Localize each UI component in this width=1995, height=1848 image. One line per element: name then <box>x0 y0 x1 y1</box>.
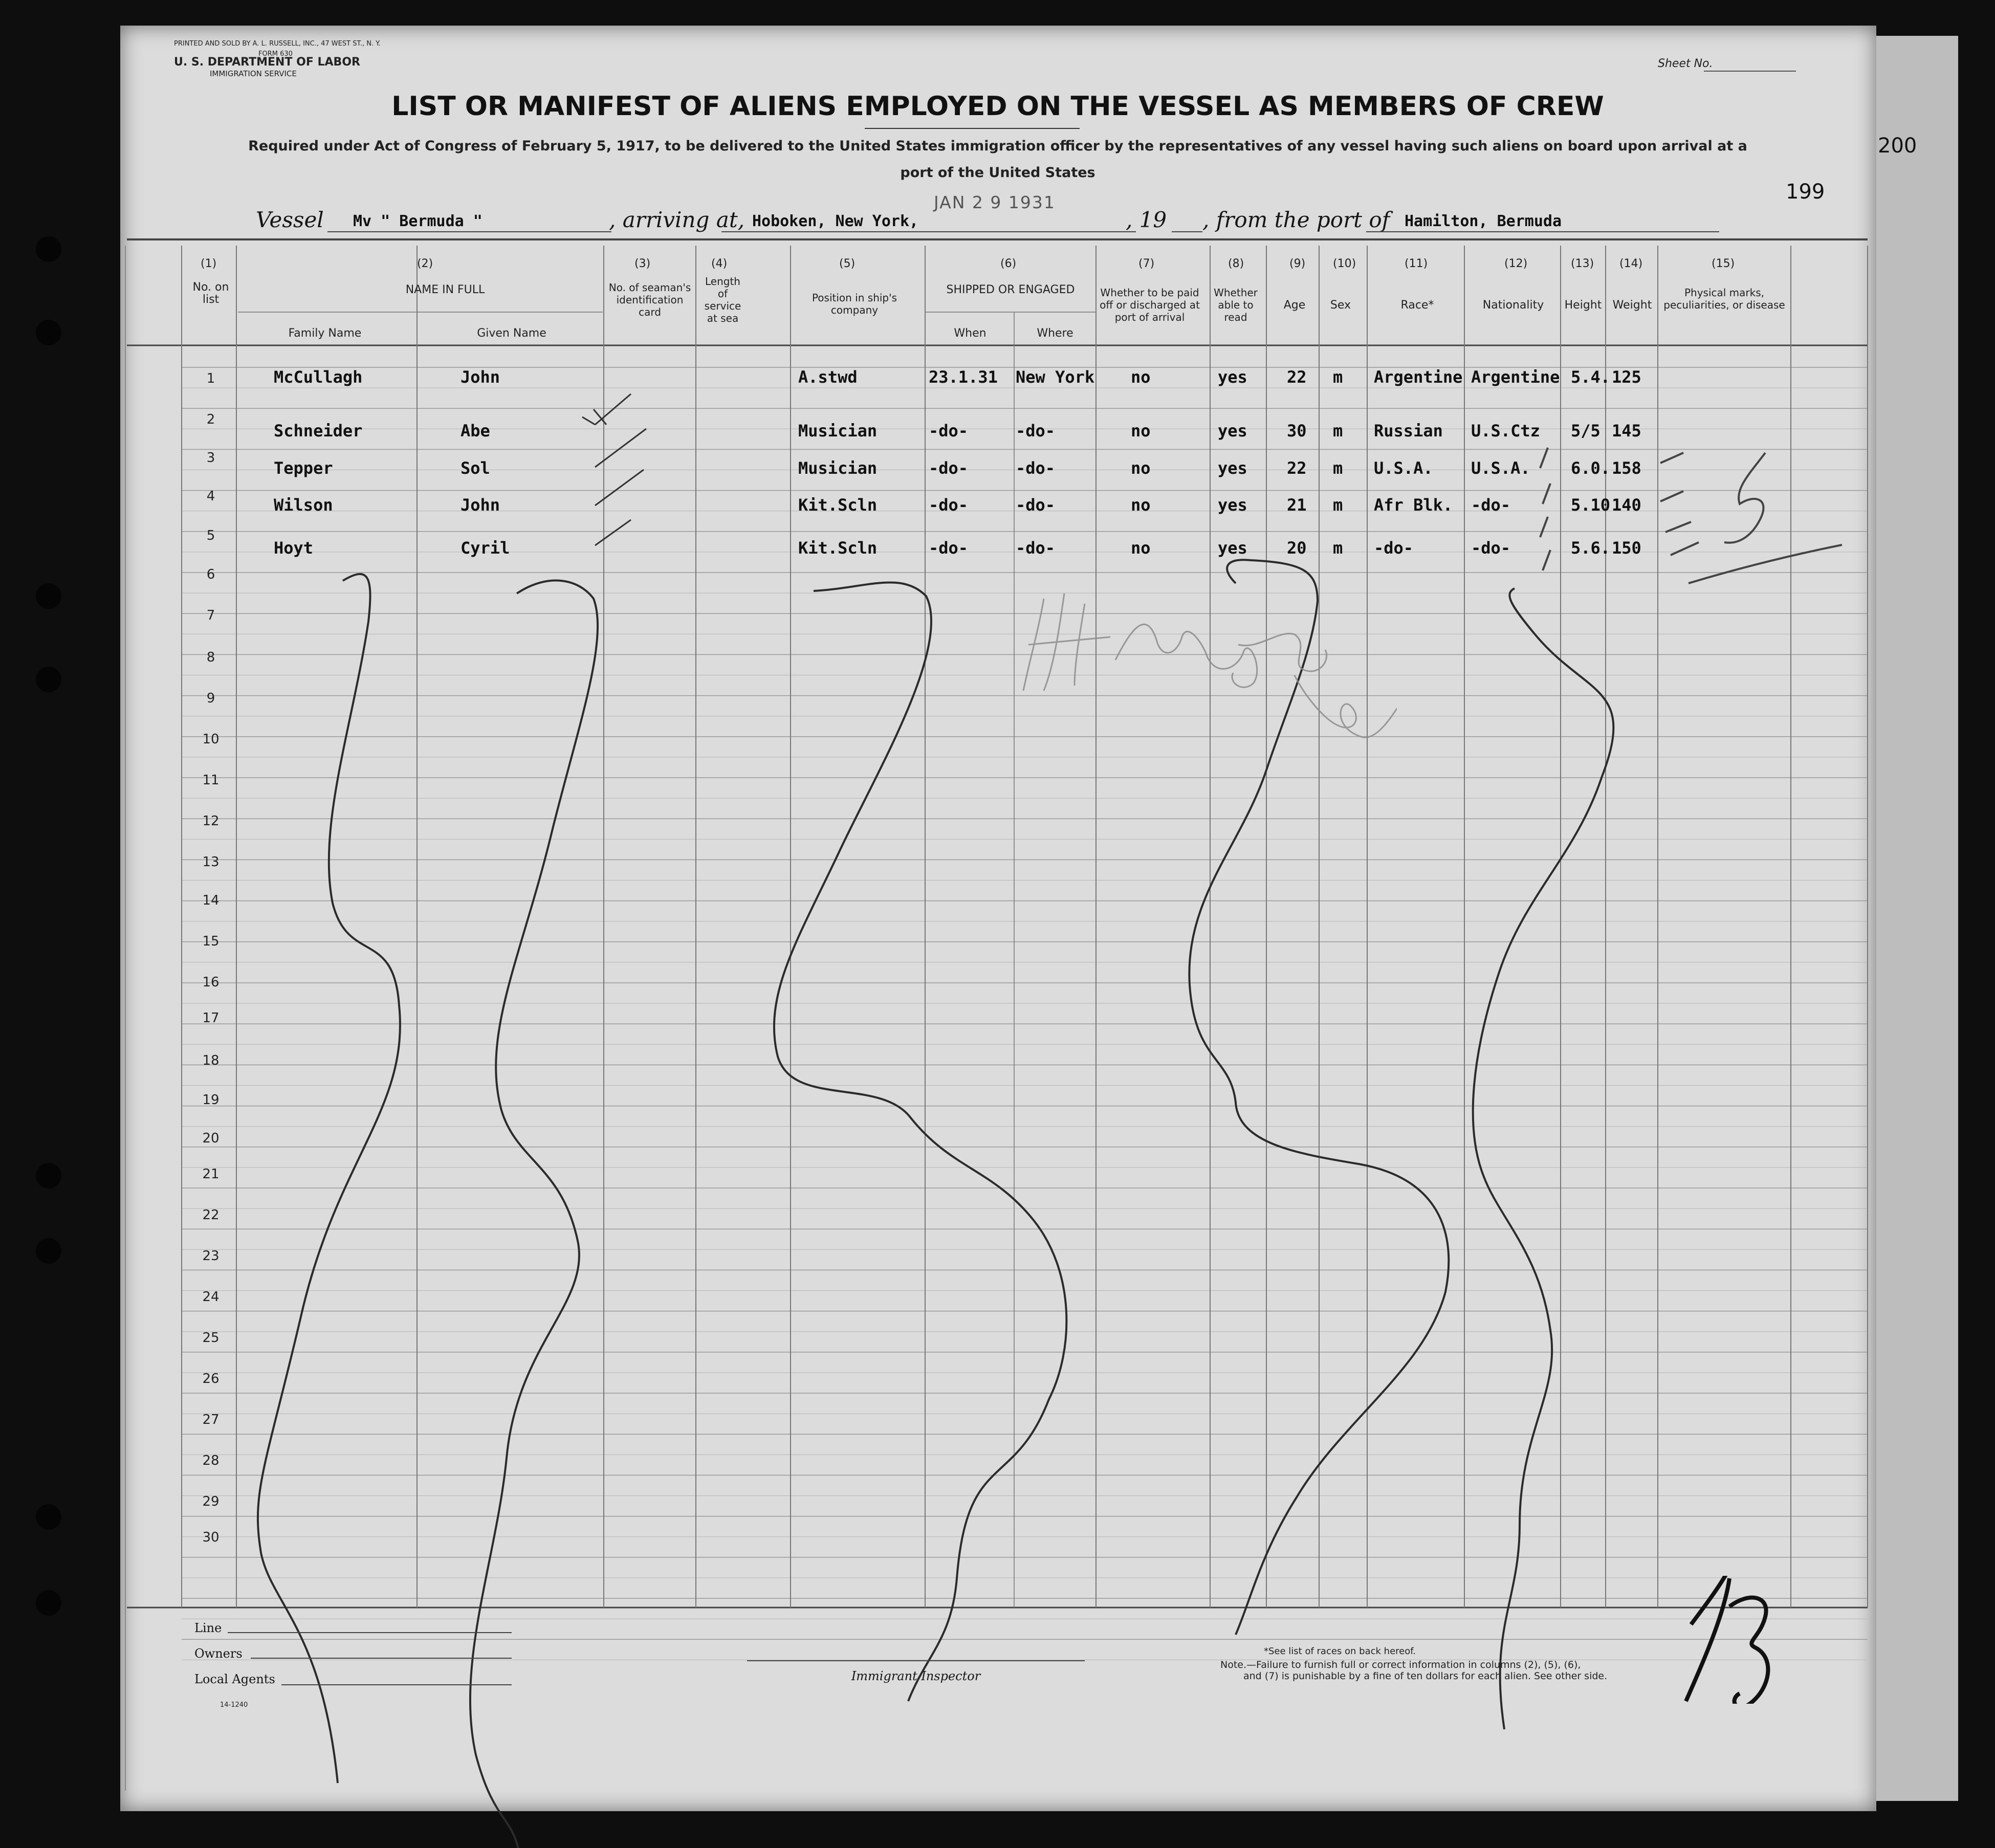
footer-owners-label: Owners <box>194 1646 243 1661</box>
header-age: Age <box>1283 299 1306 312</box>
col-num-14: (14) <box>1619 257 1643 270</box>
inspector-blank <box>747 1660 1085 1661</box>
cell-given-name: John <box>461 495 500 515</box>
cell-sex: m <box>1333 458 1343 478</box>
cell-shipped-when: -do- <box>929 495 969 515</box>
col-num-4: (4) <box>711 257 728 270</box>
col-num-2: (2) <box>417 257 433 270</box>
footer-agents-blank <box>281 1684 512 1685</box>
cell-height: 5.4. <box>1571 367 1611 387</box>
row-number: 17 <box>202 1010 220 1026</box>
cell-nationality: -do- <box>1471 495 1511 515</box>
header-able-to-read: Whether able to read <box>1214 287 1258 323</box>
cell-height: 5/5 <box>1571 421 1601 441</box>
cell-sex: m <box>1333 421 1343 441</box>
cell-paid-off: no <box>1131 458 1151 478</box>
cell-weight: 150 <box>1612 538 1641 558</box>
from-label: , from the port of <box>1202 207 1390 232</box>
cell-family-name: Schneider <box>274 421 363 441</box>
form-number: FORM 630 <box>258 50 293 58</box>
cell-nationality: U.S.A. <box>1471 458 1530 478</box>
printer-line: PRINTED AND SOLD BY A. L. RUSSELL, INC., 47 WEST ST., N. Y. <box>174 40 381 48</box>
col-num-7: (7) <box>1138 257 1155 270</box>
row-number: 8 <box>206 650 215 665</box>
col-num-1: (1) <box>201 257 217 270</box>
cell-paid-off: no <box>1131 495 1151 515</box>
col-num-15: (15) <box>1712 257 1735 270</box>
footer-owners-blank <box>251 1658 512 1659</box>
cell-shipped-when: -do- <box>929 538 969 558</box>
cell-paid-off: no <box>1131 538 1151 558</box>
cell-shipped-when: 23.1.31 <box>929 367 998 387</box>
footer-form-code: 14-1240 <box>220 1701 248 1709</box>
cell-shipped-when: -do- <box>929 421 969 441</box>
cell-nationality: U.S.Ctz <box>1471 421 1540 441</box>
page-number-stamp: 199 <box>1786 180 1825 204</box>
cell-given-name: John <box>461 367 500 387</box>
inspector-signature <box>1008 583 1397 752</box>
row-number: 22 <box>202 1207 220 1223</box>
cell-weight: 158 <box>1612 458 1641 478</box>
cell-able-to-read: yes <box>1218 367 1247 387</box>
cell-given-name: Sol <box>461 458 490 478</box>
cell-height: 6.0. <box>1571 458 1611 478</box>
row-number: 26 <box>202 1371 220 1387</box>
cell-given-name: Cyril <box>461 538 510 558</box>
cell-shipped-where: -do- <box>1016 421 1056 441</box>
departure-port: Hamilton, Bermuda <box>1405 212 1562 230</box>
header-paid-off: Whether to be paid off or discharged at port of arrival <box>1100 287 1200 323</box>
cell-family-name: Hoyt <box>274 538 314 558</box>
cell-able-to-read: yes <box>1218 421 1247 441</box>
year-label: , 19 <box>1126 207 1167 232</box>
header-seaman-card: No. of seaman's identification card <box>608 281 691 318</box>
cell-age: 20 <box>1287 538 1307 558</box>
footer-agents-label: Local Agents <box>194 1672 275 1686</box>
row-number: 14 <box>202 893 220 908</box>
header-no-on-list: No. on list <box>192 281 229 306</box>
cell-age: 22 <box>1287 367 1307 387</box>
subheader-when: When <box>954 327 986 340</box>
cell-age: 30 <box>1287 421 1307 441</box>
cell-paid-off: no <box>1131 421 1151 441</box>
header-length-service: Length of service at sea <box>704 275 741 324</box>
cell-position: Kit.Scln <box>798 495 878 515</box>
col-num-12: (12) <box>1504 257 1528 270</box>
subtitle-line1: Required under Act of Congress of February 5, 1917, to be delivered to the United States immigration officer by the representatives of any vessel having such aliens on board upon arrival at a <box>248 138 1747 154</box>
cell-given-name: Abe <box>461 421 490 441</box>
header-name-in-full: NAME IN FULL <box>405 283 485 296</box>
footer-note-line1: Note.—Failure to furnish full or correct information in columns (2), (5), (6), <box>1220 1659 1581 1670</box>
cell-paid-off: no <box>1131 367 1151 387</box>
cell-race: Afr Blk. <box>1374 495 1453 515</box>
subheader-where: Where <box>1037 327 1073 340</box>
cell-position: A.stwd <box>798 367 858 387</box>
row-number: 2 <box>206 412 215 427</box>
cell-family-name: McCullagh <box>274 367 363 387</box>
cell-able-to-read: yes <box>1218 538 1247 558</box>
cell-position: Kit.Scln <box>798 538 878 558</box>
header-physical-marks: Physical marks, peculiarities, or disease <box>1663 287 1785 311</box>
col-num-13: (13) <box>1571 257 1594 270</box>
row-number: 30 <box>202 1530 220 1545</box>
cell-age: 21 <box>1287 495 1307 515</box>
header-position: Position in ship's company <box>812 292 897 316</box>
inspector-label: Immigrant Inspector <box>851 1669 981 1683</box>
cell-position: Musician <box>798 421 878 441</box>
row-number: 13 <box>202 854 220 870</box>
footer-line-label: Line <box>194 1621 222 1635</box>
cell-sex: m <box>1333 538 1343 558</box>
footer-note-line2: and (7) is punishable by a fine of ten dollars for each alien. See other side. <box>1243 1670 1608 1682</box>
row-number: 23 <box>202 1248 220 1264</box>
col-num-3: (3) <box>634 257 651 270</box>
cell-race: Russian <box>1374 421 1443 441</box>
cell-family-name: Tepper <box>274 458 333 478</box>
page-number-top: 200 <box>1878 134 1917 158</box>
page-title: LIST OR MANIFEST OF ALIENS EMPLOYED ON THE VESSEL AS MEMBERS OF CREW <box>391 91 1604 122</box>
col-num-10: (10) <box>1333 257 1356 270</box>
cell-able-to-read: yes <box>1218 458 1247 478</box>
row-number: 10 <box>202 732 220 747</box>
cell-age: 22 <box>1287 458 1307 478</box>
row-number: 15 <box>202 934 220 949</box>
handwritten-number <box>1668 1576 1791 1704</box>
cell-weight: 125 <box>1612 367 1641 387</box>
col-num-9: (9) <box>1289 257 1306 270</box>
row-number: 29 <box>202 1494 220 1509</box>
row-number: 11 <box>202 773 220 788</box>
header-height: Height <box>1564 299 1602 312</box>
department: U. S. DEPARTMENT OF LABOR <box>174 56 360 69</box>
cell-weight: 145 <box>1612 421 1641 441</box>
cell-weight: 140 <box>1612 495 1641 515</box>
subtitle-line2: port of the United States <box>900 165 1095 181</box>
row-number: 27 <box>202 1412 220 1427</box>
cell-race: U.S.A. <box>1374 458 1433 478</box>
row-number: 4 <box>206 489 215 504</box>
subheader-given: Given Name <box>477 327 546 340</box>
cell-height: 5.6. <box>1571 538 1611 558</box>
header-sex: Sex <box>1330 299 1351 312</box>
cell-race: Argentine <box>1374 367 1463 387</box>
footer-note-races: *See list of races on back hereof. <box>1264 1646 1416 1657</box>
header-shipped-engaged: SHIPPED OR ENGAGED <box>946 283 1075 296</box>
sheet-label: Sheet No. <box>1658 57 1713 70</box>
row-number: 28 <box>202 1453 220 1468</box>
cell-shipped-where: -do- <box>1016 538 1056 558</box>
row-number: 20 <box>202 1131 220 1146</box>
cell-shipped-where: -do- <box>1016 495 1056 515</box>
row-number: 21 <box>202 1167 220 1182</box>
header-nationality: Nationality <box>1482 299 1544 312</box>
row-number: 7 <box>206 608 215 623</box>
cell-sex: m <box>1333 367 1343 387</box>
row-number: 6 <box>206 567 215 582</box>
col-num-8: (8) <box>1228 257 1244 270</box>
row-number: 12 <box>202 813 220 829</box>
row-number: 1 <box>206 371 215 386</box>
cell-height: 5.10 <box>1571 495 1611 515</box>
arriving-port: Hoboken, New York, <box>752 212 919 230</box>
col-num-5: (5) <box>839 257 856 270</box>
row-number: 5 <box>206 528 215 543</box>
cell-shipped-when: -do- <box>929 458 969 478</box>
col-num-11: (11) <box>1405 257 1428 270</box>
date-stamp: JAN 2 9 1931 <box>934 192 1056 212</box>
cell-sex: m <box>1333 495 1343 515</box>
arriving-label: , arriving at, <box>609 207 745 232</box>
service: IMMIGRATION SERVICE <box>210 69 297 78</box>
row-number: 18 <box>202 1053 220 1068</box>
header-race: Race* <box>1400 299 1434 312</box>
cell-shipped-where: New York <box>1016 367 1095 387</box>
cell-able-to-read: yes <box>1218 495 1247 515</box>
footer-line-blank <box>228 1632 512 1633</box>
row-number: 24 <box>202 1289 220 1305</box>
row-number: 16 <box>202 975 220 990</box>
cell-race: -do- <box>1374 538 1414 558</box>
cell-nationality: -do- <box>1471 538 1511 558</box>
vessel-label: Vessel <box>256 207 324 232</box>
cell-position: Musician <box>798 458 878 478</box>
row-number: 3 <box>206 450 215 466</box>
row-number: 19 <box>202 1092 220 1108</box>
col-num-6: (6) <box>1000 257 1017 270</box>
row-number: 9 <box>206 691 215 706</box>
subheader-family: Family Name <box>288 327 362 340</box>
cell-nationality: Argentine <box>1471 367 1560 387</box>
vessel-name: Mv " Bermuda " <box>353 212 483 230</box>
header-weight: Weight <box>1612 299 1652 312</box>
cell-shipped-where: -do- <box>1016 458 1056 478</box>
cell-family-name: Wilson <box>274 495 333 515</box>
row-number: 25 <box>202 1330 220 1346</box>
